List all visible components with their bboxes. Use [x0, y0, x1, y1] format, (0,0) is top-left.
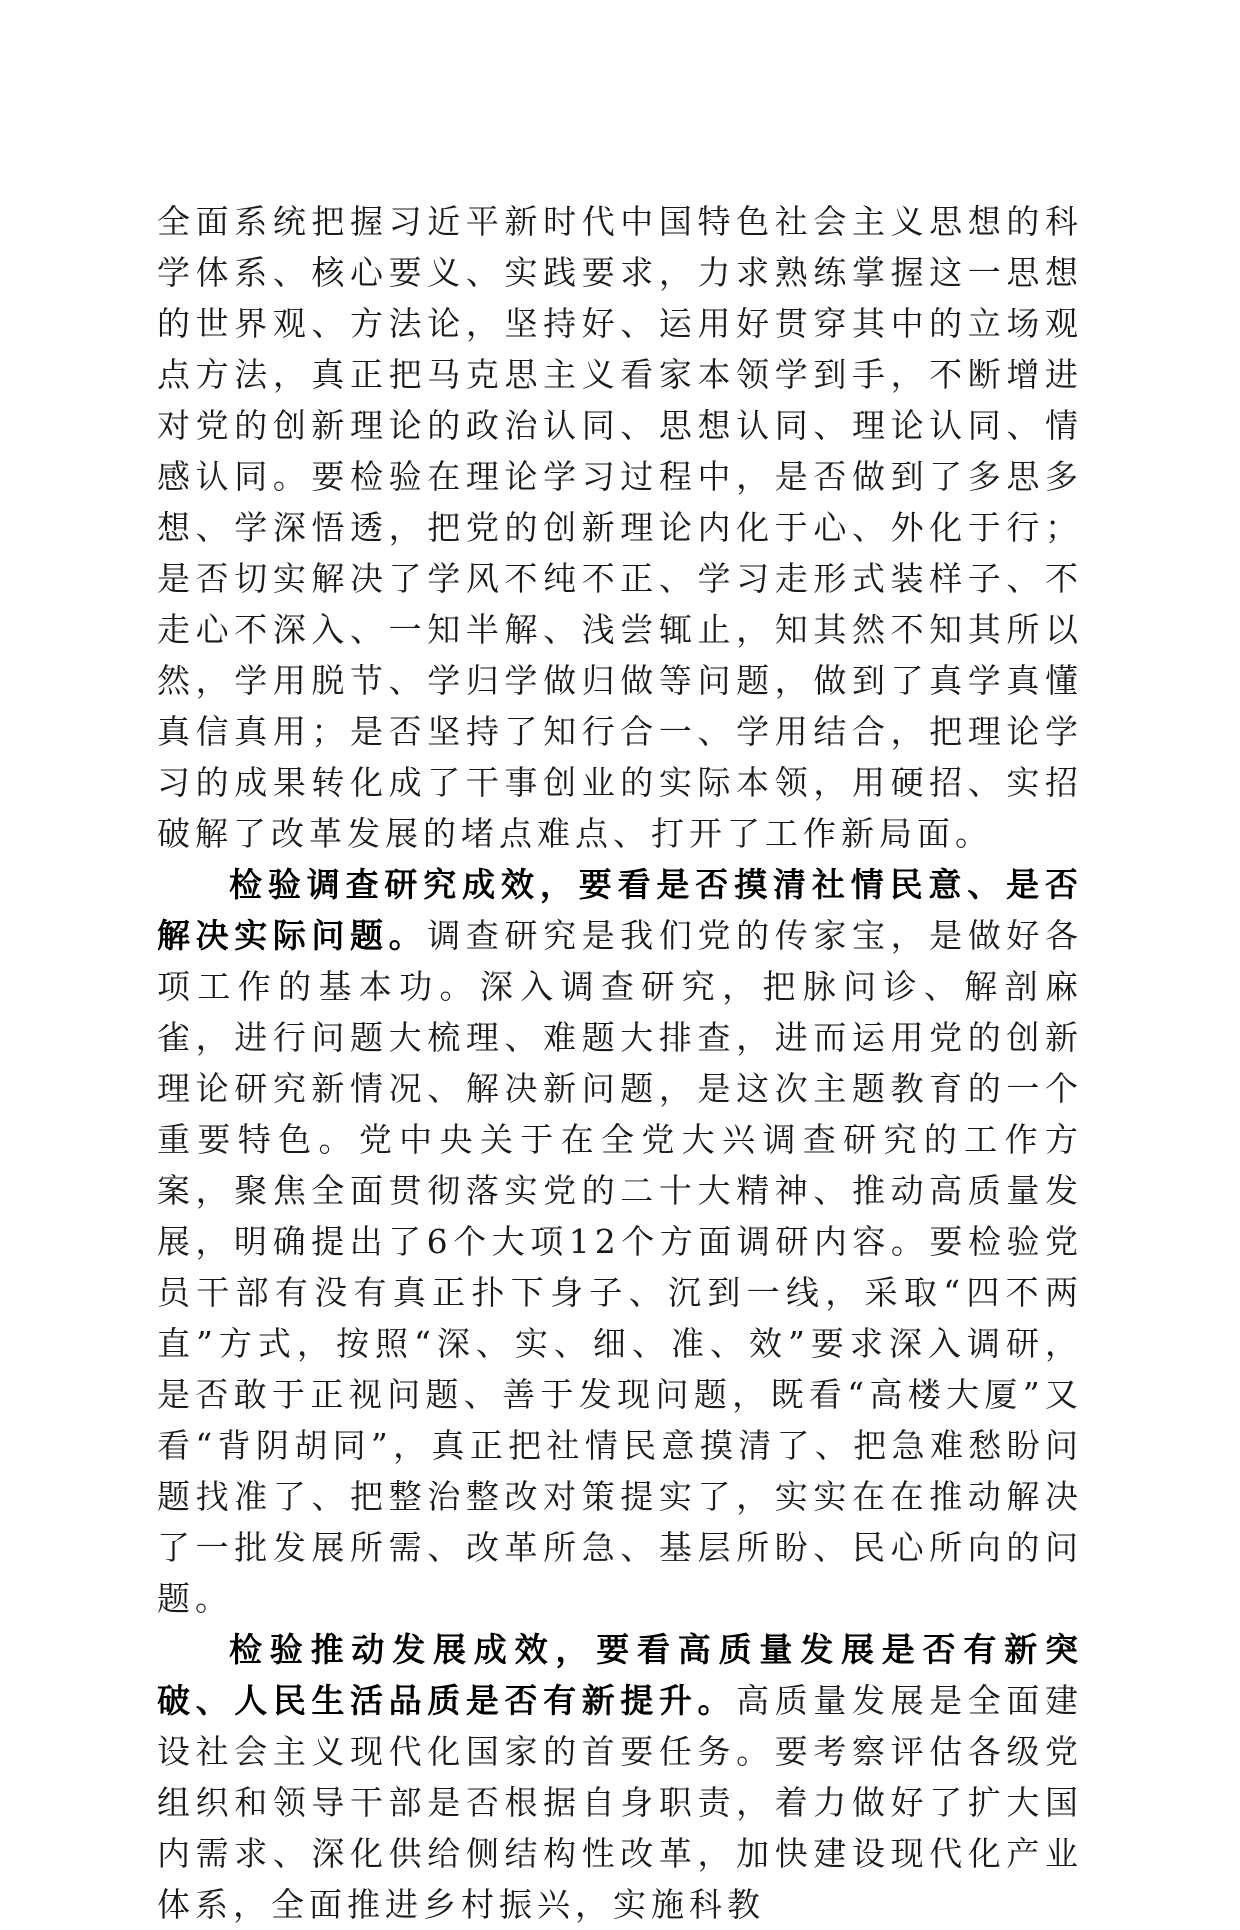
document-page	[157, 196, 1083, 1930]
paragraph-body: 调查研究是我们党的传家宝，是做好各项工作的基本功。深入调查研究，把脉问诊、解剖麻雀，进行问题大梳理、难题大排查，进而运用党的创新理论研究新情况、解决新问题，是这次主题教育的一个重要特色。党中央关于在全党大兴调查研究的工作方案，聚焦全面贯彻落实党的二十大精神、推动高质量发展，明确提出了6个大项12个方面调研内容。要检验党员干部有没有真正扑下身子、沉到一线，采取“四不两直”方式，按照“深、实、细、准、效”要求深入调研，是否敢于正视问题、善于发现问题，既看“高楼大厦”又看“背阴胡同”，真正把社情民意摸清了、把急难愁盼问题找准了、把整治整改对策提实了，实实在在推动解决了一批发展所需、改革所急、基层所盼、民心所向的问题。	[157, 916, 1084, 1618]
paragraph-investigation-research	[157, 859, 1083, 1624]
paragraph-lead: 检验推动发展成效，要看高质量发展是否有新突破、人民生活品质是否有新提升。	[157, 1630, 1083, 1720]
paragraph-body: 高质量发展是全面建设社会主义现代化国家的首要任务。要考察评估各级党组织和领导干部是否根据自身职责，着力做好了扩大国内需求、深化供给侧结构性改革，加快建设现代化产业体系，全面推进乡村振兴，实施科教	[157, 1681, 1084, 1924]
paragraph-body: 全面系统把握习近平新时代中国特色社会主义思想的科学体系、核心要义、实践要求，力求熟练掌握这一思想的世界观、方法论，坚持好、运用好贯穿其中的立场观点方法，真正把马克思主义看家本领学到手，不断增进对党的创新理论的政治认同、思想认同、理论认同、情感认同。要检验在理论学习过程中，是否做到了多思多想、学深悟透，把党的创新理论内化于心、外化于行；是否切实解决了学风不纯不正、学习走形式装样子、不走心不深入、一知半解、浅尝辄止，知其然不知其所以然，学用脱节、学归学做归做等问题，做到了真学真懂真信真用；是否坚持了知行合一、学用结合，把理论学习的成果转化成了干事创业的实际本领，用硬招、实招破解了改革发展的堵点难点、打开了工作新局面。	[157, 202, 1083, 853]
paragraph-theory-study	[157, 196, 1083, 859]
paragraph-promote-development	[157, 1624, 1083, 1930]
paragraph-lead: 检验调查研究成效，要看是否摸清社情民意、是否解决实际问题。	[157, 865, 1083, 955]
